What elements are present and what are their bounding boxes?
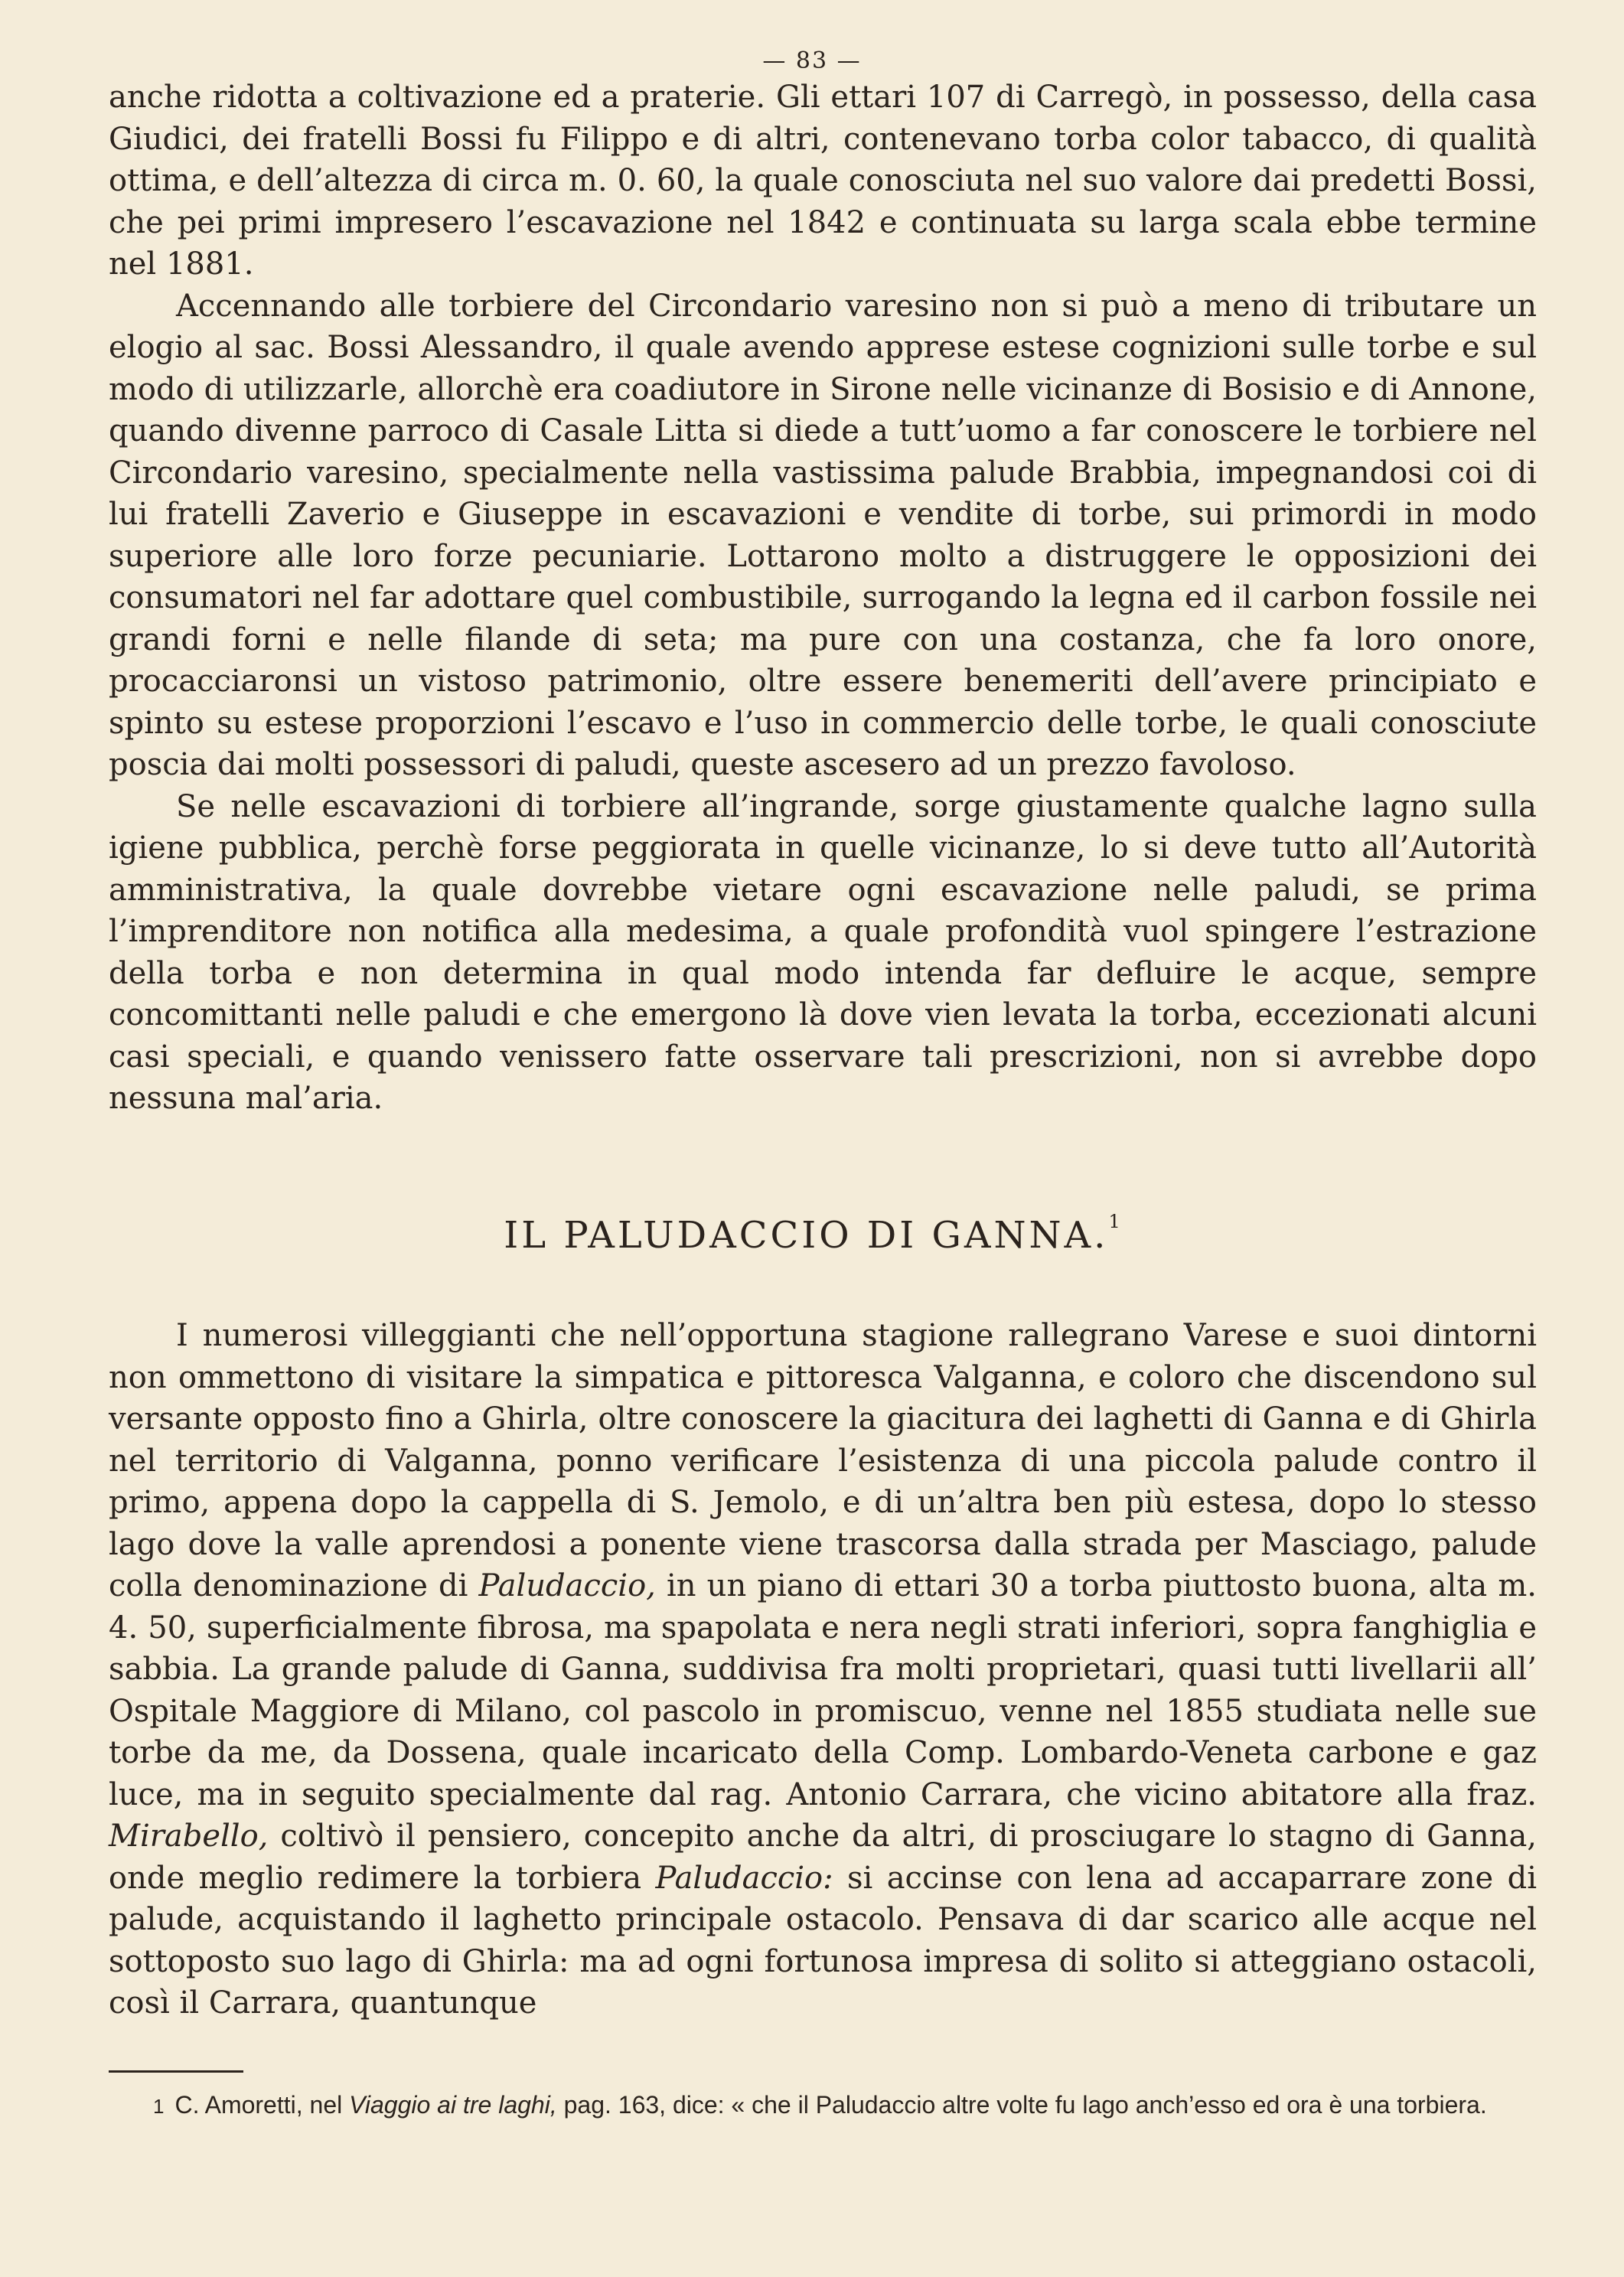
footnote-mark: 1 bbox=[153, 2095, 165, 2118]
footnote bbox=[109, 2087, 1537, 2124]
paragraph-paludaccio bbox=[109, 1315, 1537, 2024]
paragraph-text: in un piano di ettari 30 a torba piuttosto buona, alta m. 4. 50, superficialmente fibrosa, ma spapolata e nera negli strati inferiori, sopra fanghiglia e sabbia. La grande palude di Ganna, suddivisa fra molti proprietari, quasi tutti livellarii all’ Ospitale Maggiore di Milano, col pascolo in promiscuo, venne nel 1855 studiata nelle sue torbe da me, da Dossena, quale incaricato della Comp. Lombardo-Veneta carbone e gaz luce, ma in seguito specialmente dal rag. Antonio Carrara, che vicino abitatore alla fraz. bbox=[109, 1568, 1537, 1812]
footnote-text: C. Amoretti, nel bbox=[174, 2091, 350, 2119]
footnote-divider bbox=[109, 2070, 243, 2073]
section-heading bbox=[0, 1211, 1624, 1257]
italic-term: Mirabello, bbox=[109, 1819, 269, 1854]
footnote-book-title: Viaggio ai tre laghi, bbox=[349, 2091, 557, 2119]
italic-term: Paludaccio: bbox=[655, 1860, 833, 1896]
paragraph-text: si accinse con lena ad accaparrare zone di palude, acquistando il laghetto principale ostacolo. Pensava di dar scarico alle acque nel sottoposto suo lago di Ghirla: ma ad ogni fortunosa impresa di solito si atteggiano ostacoli, così il Carrara, quantunque bbox=[109, 1860, 1537, 2021]
body-text-section bbox=[109, 1315, 1537, 2024]
section-title: IL PALUDACCIO DI GANNA. bbox=[504, 1214, 1109, 1257]
paragraph-continuation: anche ridotta a coltivazione ed a praterie. Gli ettari 107 di Carregò, in possesso, della casa Giudici, dei fratelli Bossi fu Filippo e di altri, contenevano torba color tabacco, di qualità ottima, e dell’altezza di circa m. 0. 60, la quale conosciuta nel suo valore dai predetti Bossi, che pei primi impresero l’escavazione nel 1842 e continuata su larga scala ebbe termine nel 1881. bbox=[109, 80, 1537, 282]
footnote-reference: 1 bbox=[1108, 1211, 1120, 1232]
page-number: — 83 — bbox=[762, 47, 862, 74]
italic-term: Paludaccio, bbox=[478, 1568, 656, 1603]
paragraph-igiene-pubblica: Se nelle escavazioni di torbiere all’ingrande, sorge giustamente qualche lagno sulla igiene pubblica, perchè forse peggiorata in quelle vicinanze, lo si deve tutto all’Autorità amministrativa, la quale dovrebbe vietare ogni escavazione nelle paludi, se prima l’imprenditore non notifica alla medesima, a quale profondità vuol spingere l’estrazione della torba e non determina in qual modo intenda far defluire le acque, sempre concomittanti nelle paludi e che emergono là dove vien levata la torba, eccezionati alcuni casi speciali, e quando venissero fatte osservare tali prescrizioni, non si avrebbe dopo nessuna mal’aria. bbox=[109, 788, 1537, 1116]
footnote-text: pag. 163, dice: « che il Paludaccio altre volte fu lago anch’esso ed ora è una torbiera. bbox=[556, 2091, 1487, 2119]
paragraph-bossi-elogio: Accennando alle torbiere del Circondario varesino non si può a meno di tributare un elogio al sac. Bossi Alessandro, il quale avendo apprese estese cognizioni sulle torbe e sul modo di utilizzarle, allorchè era coadiutore in Sirone nelle vicinanze di Bosisio e di Annone, quando divenne parroco di Casale Litta si diede a tutt’uomo a far conoscere le torbiere nel Circondario varesino, specialmente nella vastissima palude Brabbia, impegnandosi coi di lui fratelli Zaverio e Giuseppe in escavazioni e vendite di torbe, sui primordi in modo superiore alle loro forze pecuniarie. Lottarono molto a distruggere le opposizioni dei consumatori nel far adottare quel combustibile, surrogando la legna ed il carbon fossile nei grandi forni e nelle filande di seta; ma pure con una costanza, che fa loro onore, procacciaronsi un vistoso patrimonio, oltre essere benemeriti dell’avere principiato e spinto su estese proporzioni l’escavo e l’uso in commercio delle torbe, le quali conosciute poscia dai molti possessori di paludi, queste ascesero ad un prezzo favoloso. bbox=[109, 288, 1537, 782]
body-text-top bbox=[109, 77, 1537, 1120]
paragraph-text: I numerosi villeggianti che nell’opportuna stagione rallegrano Varese e suoi dintorni non ommettono di visitare la simpatica e pittoresca Valganna, e coloro che discendono sul versante opposto fino a Ghirla, oltre conoscere la giacitura dei laghetti di Ganna e di Ghirla nel territorio di Valganna, ponno verificare l’esistenza di una piccola palude contro il primo, appena dopo la cappella di S. Jemolo, e di un’altra ben più estesa, dopo lo stesso lago dove la valle aprendosi a ponente viene trascorsa dalla strada per Masciago, palude colla denominazione di bbox=[109, 1318, 1537, 1603]
paragraph-text: coltivò il pensiero, concepito anche da altri, di prosciugare lo stagno di Ganna, onde meglio redimere la torbiera bbox=[109, 1819, 1537, 1896]
